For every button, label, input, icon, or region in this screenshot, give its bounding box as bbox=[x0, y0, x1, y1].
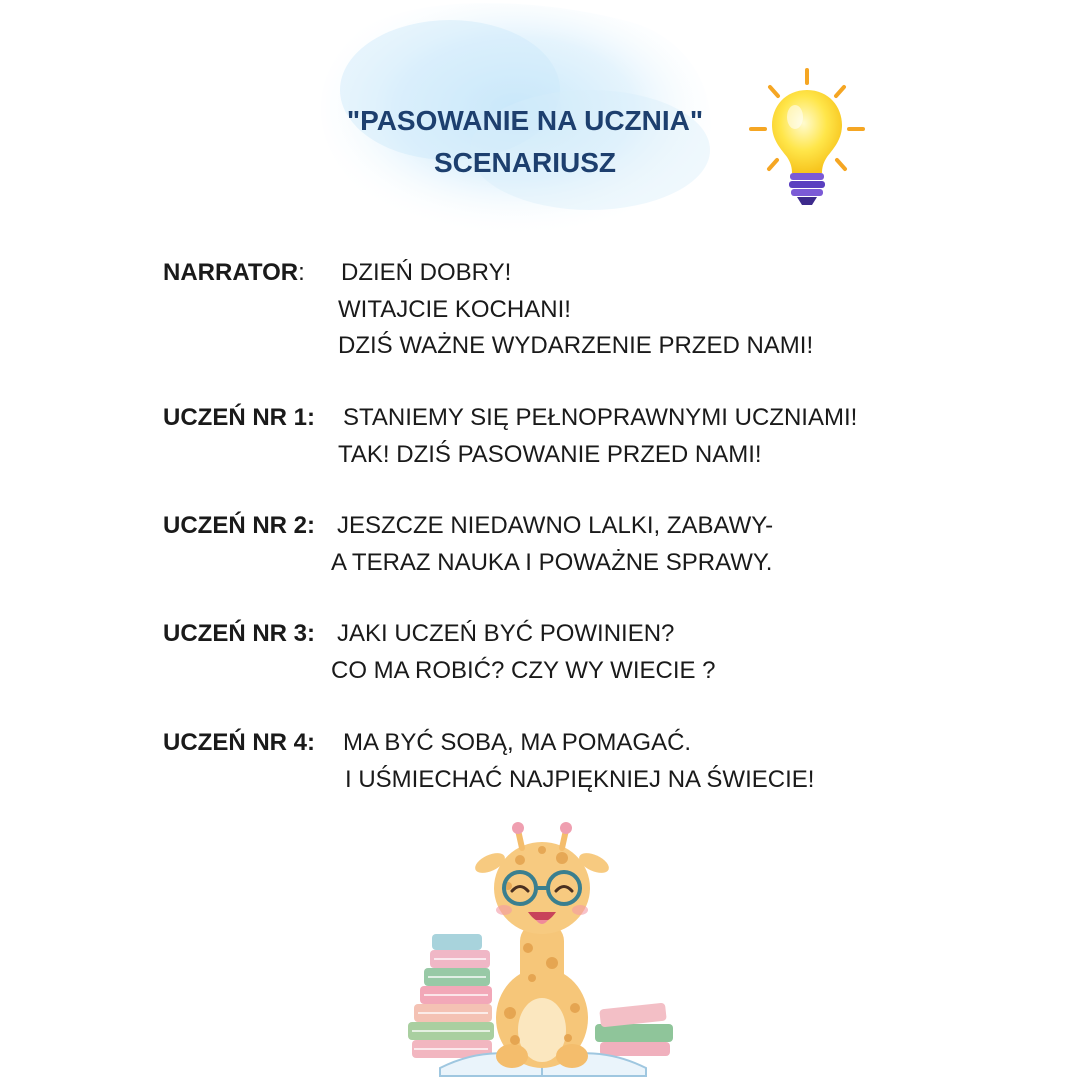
dialogue-line: DZIEŃ DOBRY! bbox=[341, 259, 512, 286]
speaker-label: UCZEŃ NR 1: bbox=[163, 404, 316, 431]
giraffe-reading-books-illustration bbox=[400, 818, 685, 1078]
dialogue-line: DZIŚ WAŻNE WYDARZENIE PRZED NAMI! bbox=[338, 332, 814, 359]
dialogue-line: CO MA ROBIĆ? CZY WY WIECIE ? bbox=[331, 656, 716, 684]
dialogue-line: MA BYĆ SOBĄ, MA POMAGAĆ. bbox=[343, 729, 692, 756]
dialogue-line: I UŚMIECHAĆ NAJPIĘKNIEJ NA ŚWIECIE! bbox=[345, 765, 815, 793]
title-line-2: SCENARIUSZ bbox=[433, 147, 616, 178]
dialogue-line: A TERAZ NAUKA I POWAŻNE SPRAWY. bbox=[331, 548, 773, 576]
lightbulb-icon bbox=[745, 65, 870, 210]
page-title bbox=[300, 100, 750, 184]
speaker-label: UCZEŃ NR 3: bbox=[163, 620, 316, 647]
title-line-1: "PASOWANIE NA UCZNIA" bbox=[346, 105, 704, 136]
dialogue-line: WITAJCIE KOCHANI! bbox=[338, 295, 571, 323]
speaker-label: UCZEŃ NR 2: bbox=[163, 512, 316, 539]
speaker-label: UCZEŃ NR 4: bbox=[163, 729, 316, 756]
speaker-label: NARRATOR: bbox=[163, 259, 305, 286]
dialogue-line: JESZCZE NIEDAWNO LALKI, ZABAWY- bbox=[337, 512, 774, 539]
dialogue-line: TAK! DZIŚ PASOWANIE PRZED NAMI! bbox=[338, 440, 762, 468]
dialogue-line: JAKI UCZEŃ BYĆ POWINIEN? bbox=[337, 620, 675, 647]
dialogue-line: STANIEMY SIĘ PEŁNOPRAWNYMI UCZNIAMI! bbox=[343, 404, 858, 431]
